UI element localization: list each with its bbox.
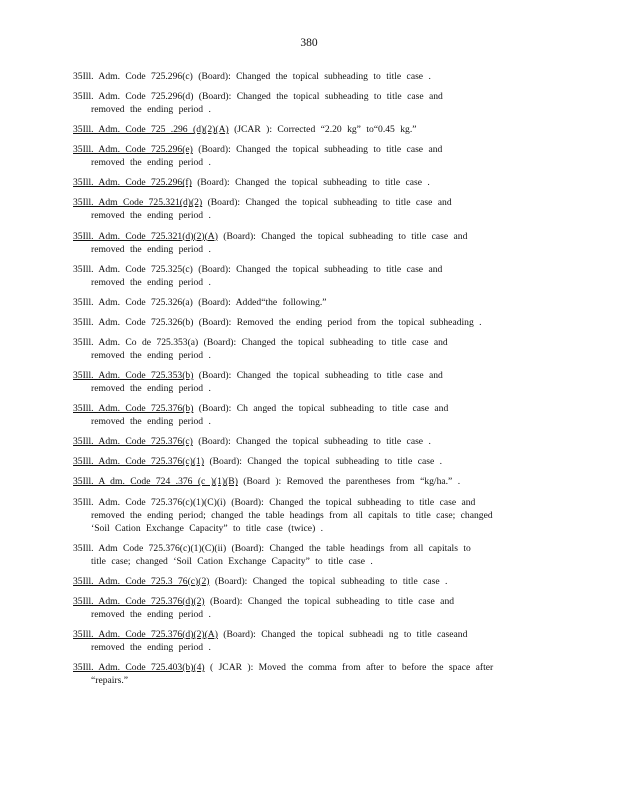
amendment-text: ( JCAR ): Moved the comma from after to before the space after bbox=[204, 661, 494, 673]
entry-first-line bbox=[73, 496, 543, 509]
amendment-entry bbox=[73, 90, 543, 116]
entry-first-line bbox=[73, 402, 543, 415]
amendment-text: (Board): Changed the topical subheading to title case and bbox=[225, 496, 476, 508]
amendment-entry bbox=[73, 575, 543, 588]
entry-continuation-line bbox=[73, 641, 543, 654]
entry-first-line bbox=[73, 296, 543, 309]
amendment-entry bbox=[73, 143, 543, 169]
amendment-text: removed the ending period . bbox=[91, 416, 211, 428]
code-citation: 35Ill. Adm. Code 725.296(e) bbox=[73, 144, 193, 156]
entry-continuation-line bbox=[73, 243, 543, 256]
amendment-entry bbox=[73, 369, 543, 395]
amendment-text: (Board): Changed the topical subheading to title case . bbox=[192, 436, 431, 448]
amendment-text: removed the ending period . bbox=[91, 608, 211, 620]
amendment-text: (Board): Changed the topical subheading to title case and bbox=[198, 336, 448, 348]
amendment-entry bbox=[73, 542, 543, 568]
amendment-entry bbox=[73, 435, 543, 448]
code-citation: 35Ill. Adm. Code 725.296(d) bbox=[73, 91, 194, 103]
amendment-text: removed the ending period . bbox=[91, 104, 211, 116]
amendment-text: (Board): Changed the topical subheading to title case . bbox=[191, 177, 430, 189]
entry-continuation-line bbox=[73, 674, 543, 687]
entry-continuation-line bbox=[73, 522, 543, 535]
amendment-text: (Board): Changed the topical subheading to title case . bbox=[204, 456, 443, 468]
entry-continuation-line bbox=[73, 555, 543, 568]
entry-first-line bbox=[73, 196, 543, 209]
code-citation: 35Ill. Adm. Code 725.3 76(c)(2) bbox=[73, 575, 210, 587]
amendment-entry bbox=[73, 70, 543, 83]
entry-first-line bbox=[73, 595, 543, 608]
entry-first-line bbox=[73, 70, 543, 83]
amendment-entry bbox=[73, 316, 543, 329]
amendment-entry bbox=[73, 336, 543, 362]
amendment-text: “repairs.” bbox=[91, 674, 129, 686]
code-citation: 35Ill. Adm. Code 725 .296 (d)(2)(A) bbox=[73, 124, 229, 136]
entry-continuation-line bbox=[73, 209, 543, 222]
code-citation: 35Ill. Adm. Code 725.326(a) bbox=[73, 296, 193, 308]
code-citation: 35Ill. Adm. Code 725.326(b) bbox=[73, 316, 194, 328]
amendment-text: removed the ending period . bbox=[91, 276, 211, 288]
code-citation: 35Ill. Adm. Code 725.376(d)(2)(A) bbox=[73, 628, 218, 640]
amendment-entry bbox=[73, 475, 543, 488]
amendment-entry bbox=[73, 263, 543, 289]
code-citation: 35Ill. Adm. Code 725.353(b) bbox=[73, 370, 194, 382]
entry-continuation-line bbox=[73, 103, 543, 116]
amendment-entry bbox=[73, 496, 543, 535]
entry-first-line bbox=[73, 143, 543, 156]
entry-first-line bbox=[73, 336, 543, 349]
code-citation: 35Ill. Adm. Co de 725.353(a) bbox=[73, 336, 199, 348]
amendment-text: (JCAR ): Corrected “2.20 kg” to“0.45 kg.” bbox=[228, 124, 417, 136]
entry-first-line bbox=[73, 475, 543, 488]
amendment-text: (Board): Changed the topical subheadi ng to title caseand bbox=[217, 628, 468, 640]
code-citation: 35Ill. Adm. Code 725.376(d)(2) bbox=[73, 595, 205, 607]
entry-continuation-line bbox=[73, 156, 543, 169]
code-citation: 35Ill. Adm. Code 725.296(f) bbox=[73, 177, 192, 189]
amendment-text: (Board ): Removed the parentheses from “kg/ha.” . bbox=[237, 476, 461, 488]
entry-first-line bbox=[73, 628, 543, 641]
code-citation: 35Ill. Adm Code 725.376(c)(1)(C)(ii) bbox=[73, 542, 227, 554]
amendment-entry bbox=[73, 230, 543, 256]
amendment-text: removed the ending period . bbox=[91, 210, 211, 222]
entry-first-line bbox=[73, 90, 543, 103]
amendment-text: (Board): Changed the topical subheading to title case and bbox=[193, 370, 443, 382]
entry-continuation-line bbox=[73, 382, 543, 395]
amendment-entry bbox=[73, 628, 543, 654]
amendment-text: removed the ending period . bbox=[91, 243, 211, 255]
amendment-entry bbox=[73, 176, 543, 189]
amendment-text: (Board): Changed the topical subheading to title case . bbox=[209, 575, 448, 587]
entry-first-line bbox=[73, 369, 543, 382]
amendment-text: (Board): Changed the topical subheading to title case and bbox=[193, 91, 443, 103]
code-citation: 35Ill. Adm. Code 725.321(d)(2)(A) bbox=[73, 230, 218, 242]
code-citation: 35Ill. Adm. Code 725.403(b)(4) bbox=[73, 661, 205, 673]
amendment-text: (Board): Changed the topical subheading to title case and bbox=[202, 197, 452, 209]
entry-first-line bbox=[73, 230, 543, 243]
amendment-text: (Board): Changed the table headings from all capitals to bbox=[226, 542, 471, 554]
entry-first-line bbox=[73, 176, 543, 189]
amendment-entry bbox=[73, 455, 543, 468]
entry-first-line bbox=[73, 575, 543, 588]
amendment-text: (Board): Changed the topical subheading to title case and bbox=[217, 230, 468, 242]
entry-continuation-line bbox=[73, 608, 543, 621]
entry-first-line bbox=[73, 455, 543, 468]
amendment-text: removed the ending period; changed the table headings from all capitals to title case; changed bbox=[91, 509, 493, 521]
amendment-text: (Board): Ch anged the topical subheading to title case and bbox=[193, 403, 449, 415]
amendment-text: removed the ending period . bbox=[91, 349, 211, 361]
entry-first-line bbox=[73, 316, 543, 329]
amendment-text: (Board): Changed the topical subheading to title case and bbox=[204, 595, 455, 607]
entry-first-line bbox=[73, 435, 543, 448]
amendment-text: removed the ending period . bbox=[91, 383, 211, 395]
entry-continuation-line bbox=[73, 415, 543, 428]
amendment-entry bbox=[73, 296, 543, 309]
amendment-entry bbox=[73, 595, 543, 621]
entry-continuation-line bbox=[73, 349, 543, 362]
code-citation: 35Ill. A dm. Code 724 .376 (c )(1)(B) bbox=[73, 476, 238, 488]
entry-first-line bbox=[73, 123, 543, 136]
amendment-text: (Board): Removed the ending period from the topical subheading . bbox=[193, 316, 482, 328]
entry-first-line bbox=[73, 542, 543, 555]
code-citation: 35Ill. Adm. Code 725.376(c)(1) bbox=[73, 456, 205, 468]
code-citation: 35Ill. Adm Code 725.321(d)(2) bbox=[73, 197, 203, 209]
amendment-text: (Board): Changed the topical subheading to title case and bbox=[192, 144, 443, 156]
code-citation: 35Ill. Adm. Code 725.296(c) bbox=[73, 71, 193, 82]
amendment-text: (Board): Added“the following.” bbox=[192, 296, 327, 308]
amendment-entry bbox=[73, 661, 543, 687]
entry-first-line bbox=[73, 263, 543, 276]
code-citation: 35Ill. Adm. Code 725.376(b) bbox=[73, 403, 194, 415]
amendment-text: ‘Soil Cation Exchange Capacity” to title case (twice) . bbox=[91, 522, 324, 534]
amendment-entry bbox=[73, 196, 543, 222]
entry-continuation-line bbox=[73, 509, 543, 522]
amendment-text: title case; changed ‘Soil Cation Exchange Capacity” to title case . bbox=[91, 555, 373, 567]
entry-continuation-line bbox=[73, 276, 543, 289]
entry-list bbox=[73, 70, 543, 694]
amendment-entry bbox=[73, 402, 543, 428]
entry-first-line bbox=[73, 661, 543, 674]
code-citation: 35Ill. Adm. Code 725.376(c) bbox=[73, 436, 193, 448]
amendment-text: (Board): Changed the topical subheading to title case and bbox=[192, 263, 443, 275]
amendment-entry bbox=[73, 123, 543, 136]
amendment-text: removed the ending period . bbox=[91, 157, 211, 169]
page-number: 380 bbox=[300, 37, 318, 49]
amendment-text: removed the ending period . bbox=[91, 641, 211, 653]
amendment-text: (Board): Changed the topical subheading to title case . bbox=[192, 71, 431, 82]
code-citation: 35Ill. Adm. Code 725.325(c) bbox=[73, 263, 193, 275]
code-citation: 35Ill. Adm. Code 725.376(c)(1)(C)(i) bbox=[73, 496, 226, 508]
